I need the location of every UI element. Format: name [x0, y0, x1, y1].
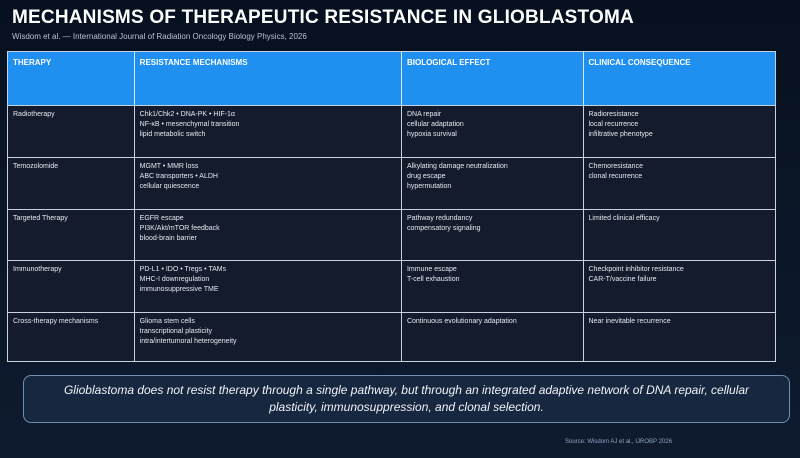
- mechanism-line: MHC-I downregulation: [139, 276, 210, 283]
- mechanism-line: EGFR escape: [139, 215, 184, 222]
- effect-line: Continuous evolutionary adaptation: [406, 318, 517, 325]
- table-row: [8, 312, 775, 361]
- column-header-clinical-consequence: CLINICAL CONSEQUENCE: [588, 58, 691, 67]
- mechanism-line: ABC transporters • ALDH: [139, 173, 218, 180]
- mechanism-line: Glioma stem cells: [139, 318, 195, 325]
- effect-line: cellular adaptation: [406, 121, 464, 128]
- effect-cell: [402, 106, 584, 157]
- therapy-name: Temozolomide: [13, 163, 59, 170]
- consequence-line: Radioresistance: [588, 111, 639, 118]
- effect-line: T-cell exhaustion: [406, 276, 460, 283]
- mechanism-line: Chk1/Chk2 • DNA-PK • HIF-1α: [139, 111, 235, 118]
- effect-cell: [402, 210, 584, 260]
- therapy-name: Immunotherapy: [13, 266, 62, 273]
- effect-line: DNA repair: [406, 111, 442, 118]
- therapy-cell: [8, 210, 135, 260]
- consequence-line: Near inevitable recurrence: [588, 318, 671, 325]
- column-header-biological-effect: BIOLOGICAL EFFECT: [402, 52, 584, 105]
- mechanism-line: PI3K/Akt/mTOR feedback: [139, 225, 220, 232]
- effect-line: Alkylating damage neutralization: [406, 163, 508, 170]
- resistance-table: [7, 51, 776, 362]
- table-row: [8, 157, 775, 209]
- consequence-line: Chemoresistance: [588, 163, 643, 170]
- summary-callout: [23, 375, 790, 423]
- mechanism-line: blood-brain barrier: [139, 235, 197, 242]
- summary-text: Glioblastoma does not resist therapy through a single pathway, but through an integrated adaptive network of DNA repair, cellular plasticity, immunosuppression, and clonal selection.: [63, 383, 750, 414]
- mechanism-line: MGMT • MMR loss: [139, 163, 199, 170]
- therapy-name: Radiotherapy: [13, 111, 55, 118]
- effect-line: Immune escape: [406, 266, 457, 273]
- therapy-cell: [8, 158, 135, 209]
- column-header-therapy: THERAPY: [8, 52, 135, 105]
- consequence-line: local recurrence: [588, 121, 639, 128]
- column-header-resistance-mechanisms: RESISTANCE MECHANISMS: [135, 52, 402, 105]
- consequence-line: clonal recurrence: [588, 173, 643, 180]
- table-row: [8, 209, 775, 260]
- consequence-cell: [584, 313, 776, 361]
- mechanism-line: NF-κB • mesenchymal transition: [139, 121, 240, 128]
- consequence-cell: [584, 210, 776, 260]
- mechanism-line: PD-L1 • IDO • Tregs • TAMs: [139, 266, 227, 273]
- therapy-name: Targeted Therapy: [13, 215, 68, 222]
- mechanism-line: transcriptional plasticity: [139, 328, 213, 335]
- mechanism-line: intra/intertumoral heterogeneity: [139, 338, 237, 345]
- mechanism-line: lipid metabolic switch: [139, 131, 206, 138]
- source-note: Source: Wisdom AJ et al., IJROBP 2026: [565, 439, 672, 445]
- effect-line: hypermutation: [406, 183, 452, 190]
- table-row: [8, 105, 775, 157]
- mechanisms-cell: [135, 210, 402, 260]
- effect-line: hypoxia survival: [406, 131, 457, 138]
- effect-cell: [402, 158, 584, 209]
- mechanism-line: immunosuppressive TME: [139, 286, 219, 293]
- effect-line: Pathway redundancy: [406, 215, 473, 222]
- therapy-name: Cross-therapy mechanisms: [13, 318, 99, 325]
- consequence-cell: [584, 261, 776, 312]
- effect-line: drug escape: [406, 173, 446, 180]
- therapy-cell: [8, 106, 135, 157]
- consequence-line: infiltrative phenotype: [588, 131, 653, 138]
- citation-subtitle: Wisdom et al. — International Journal of Radiation Oncology Biology Physics, 2026: [12, 32, 307, 41]
- effect-line: compensatory signaling: [406, 225, 481, 232]
- therapy-cell: [8, 313, 135, 361]
- mechanism-line: cellular quiescence: [139, 183, 200, 190]
- mechanisms-cell: [135, 158, 402, 209]
- mechanisms-cell: [135, 106, 402, 157]
- consequence-cell: [584, 158, 776, 209]
- mechanisms-cell: [135, 313, 402, 361]
- therapy-cell: [8, 261, 135, 312]
- mechanisms-cell: [135, 261, 402, 312]
- effect-cell: [402, 313, 584, 361]
- effect-cell: [402, 261, 584, 312]
- table-row: [8, 260, 775, 312]
- page-title: MECHANISMS OF THERAPEUTIC RESISTANCE IN GLIOBLASTOMA: [12, 7, 634, 28]
- consequence-line: CAR-T/vaccine failure: [588, 276, 657, 283]
- consequence-line: Limited clinical efficacy: [588, 215, 660, 222]
- table-header-row: [8, 52, 775, 105]
- consequence-cell: [584, 106, 776, 157]
- consequence-line: Checkpoint inhibitor resistance: [588, 266, 684, 273]
